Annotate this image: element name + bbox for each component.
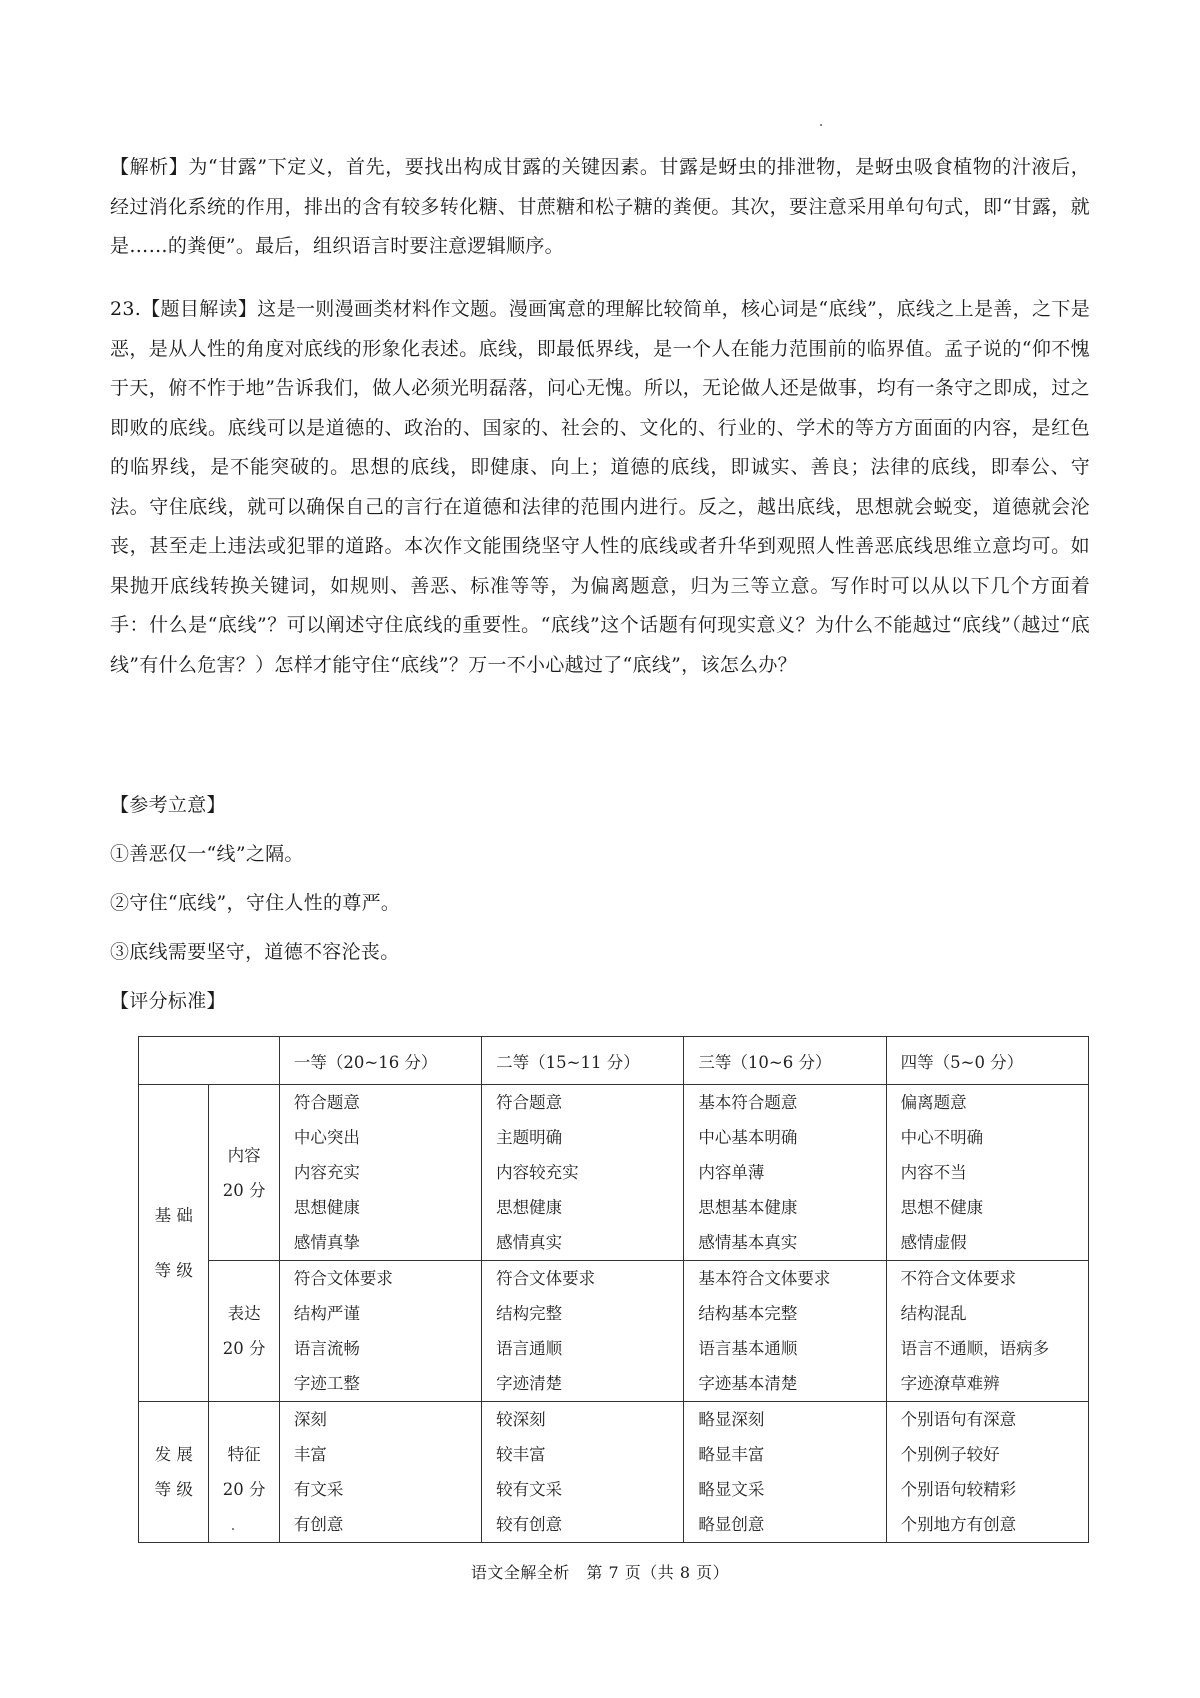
cell-expression-grade-2: 符合文体要求 结构完整 语言通顺 字迹清楚 [482, 1261, 684, 1402]
table-corner-cell [139, 1037, 280, 1085]
cell-feature-grade-3: 略显深刻 略显丰富 略显文采 略显创意 [684, 1402, 886, 1543]
header-grade-4: 四等（5~0 分） [886, 1037, 1088, 1085]
header-grade-2: 二等（15~11 分） [482, 1037, 684, 1085]
cell-content-grade-3: 基本符合题意 中心基本明确 内容单薄 思想基本健康 感情基本真实 [684, 1085, 886, 1261]
reference-item-3: ③底线需要坚守，道德不容沦丧。 [110, 941, 400, 963]
header-grade-3: 三等（10~6 分） [684, 1037, 886, 1085]
analysis-paragraph: 【解析】为“甘露”下定义，首先，要找出构成甘露的关键因素。甘露是蚜虫的排泄物，是蚜虫吸食植物的汁液后，经过消化系统的作用，排出的含有较多转化糖、甘蔗糖和松子糖的粪便。其次，要注意采用单句句式，即“甘露，就是……的粪便”。最后，组织语言时要注意逻辑顺序。 [110, 156, 1090, 257]
group-label-development: 发 展 等 级 [139, 1402, 209, 1543]
cell-expression-grade-1: 符合文体要求 结构严谨 语言流畅 字迹工整 [279, 1261, 481, 1402]
page-footer: 语文全解全析 第 7 页（共 8 页） [470, 1563, 730, 1582]
group-label-basic: 基 础 等 级 [139, 1085, 209, 1402]
cell-content-grade-1: 符合题意 中心突出 内容充实 思想健康 感情真挚 [279, 1085, 481, 1261]
row-label-content: 内容 20 分 [209, 1085, 279, 1261]
question-23-paragraph: 23.【题目解读】这是一则漫画类材料作文题。漫画寓意的理解比较简单，核心词是“底线”，底线之上是善，之下是恶，是从人性的角度对底线的形象化表述。底线，即最低界线，是一个人在能力范围前的临界值。孟子说的“仰不愧于天，俯不怍于地”告诉我们，做人必须光明磊落，问心无愧。所以，无论做人还是做事，均有一条守之即成，过之即败的底线。底线可以是道德的、政治的、国家的、社会的、文化的、行业的、学术的等方方面面的内容，是红色的临界线，是不能突破的。思想的底线，即健康、向上；道德的底线，即诚实、善良；法律的底线，即奉公、守法。守住底线，就可以确保自己的言行在道德和法律的范围内进行。反之，越出底线，思想就会蜕变，道德就会沦丧，甚至走上违法或犯罪的道路。本次作文能围绕坚守人性的底线或者升华到观照人性善恶底线思维立意均可。如果抛开底线转换关键词，如规则、善恶、标准等等，为偏离题意，归为三等立意。写作时可以从以下几个方面着手：什么是“底线”？可以阐述守住底线的重要性。“底线”这个话题有何现实意义？为什么不能越过“底线”（越过“底线”有什么危害？）怎样才能守住“底线”？万一不小心越过了“底线”，该怎么办？ [110, 298, 1090, 676]
table-row-expression [139, 1261, 1089, 1402]
table-header-row [139, 1037, 1089, 1085]
cell-feature-grade-2: 较深刻 较丰富 较有文采 较有创意 [482, 1402, 684, 1543]
table-row-feature [139, 1402, 1089, 1543]
scan-speck [820, 124, 822, 126]
row-label-feature: 特征 20 分 [209, 1402, 279, 1543]
row-label-expression: 表达 20 分 [209, 1261, 279, 1402]
scoring-table [138, 1036, 1089, 1543]
cell-expression-grade-3: 基本符合文体要求 结构基本完整 语言基本通顺 字迹基本清楚 [684, 1261, 886, 1402]
header-grade-1: 一等（20~16 分） [279, 1037, 481, 1085]
cell-expression-grade-4: 不符合文体要求 结构混乱 语言不通顺，语病多 字迹潦草难辨 [886, 1261, 1088, 1402]
scan-speck [232, 1528, 234, 1530]
reference-item-1: ①善恶仅一“线”之隔。 [110, 843, 304, 865]
reference-heading: 【参考立意】 [110, 794, 226, 816]
scoring-heading: 【评分标准】 [110, 990, 226, 1012]
table-row-content [139, 1085, 1089, 1261]
reference-item-2: ②守住“底线”，守住人性的尊严。 [110, 892, 401, 914]
cell-feature-grade-1: 深刻 丰富 有文采 有创意 [279, 1402, 481, 1543]
cell-feature-grade-4: 个别语句有深意 个别例子较好 个别语句较精彩 个别地方有创意 [886, 1402, 1088, 1543]
cell-content-grade-2: 符合题意 主题明确 内容较充实 思想健康 感情真实 [482, 1085, 684, 1261]
cell-content-grade-4: 偏离题意 中心不明确 内容不当 思想不健康 感情虚假 [886, 1085, 1088, 1261]
